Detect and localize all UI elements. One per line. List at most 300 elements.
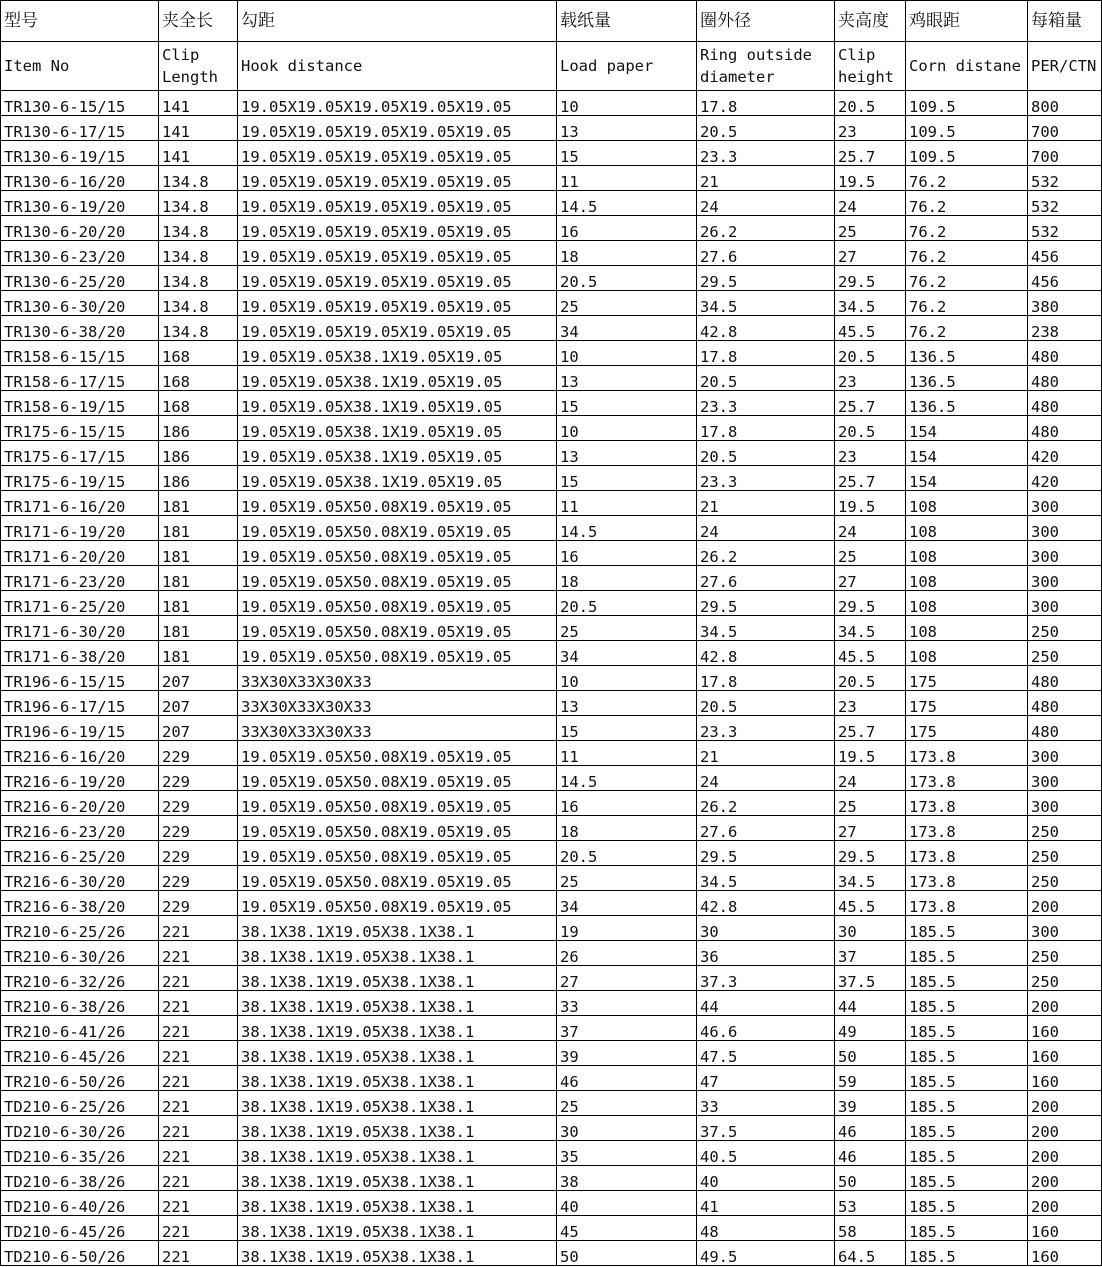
item-no-cell: TR130-6-30/20	[1, 291, 159, 316]
table-row	[1, 1066, 1102, 1091]
clip-length-cell: 221	[159, 941, 238, 966]
ring-diameter-cell: 20.5	[697, 691, 835, 716]
load-paper-cell: 16	[557, 216, 697, 241]
corn-distance-cell: 173.8	[906, 866, 1028, 891]
item-no-cell: TR171-6-38/20	[1, 641, 159, 666]
header-en-ring-diameter: Ring outside diameter	[697, 42, 835, 91]
corn-distance-cell: 109.5	[906, 141, 1028, 166]
load-paper-cell: 50	[557, 1241, 697, 1266]
load-paper-cell: 40	[557, 1191, 697, 1216]
per-ctn-cell: 480	[1028, 391, 1102, 416]
header-row-chinese	[1, 1, 1102, 42]
item-no-cell: TR171-6-23/20	[1, 566, 159, 591]
clip-height-cell: 23	[835, 691, 906, 716]
corn-distance-cell: 76.2	[906, 266, 1028, 291]
clip-height-cell: 46	[835, 1116, 906, 1141]
load-paper-cell: 15	[557, 466, 697, 491]
clip-height-cell: 23	[835, 366, 906, 391]
ring-diameter-cell: 36	[697, 941, 835, 966]
hook-distance-cell: 19.05X19.05X19.05X19.05X19.05	[238, 166, 557, 191]
clip-height-cell: 45.5	[835, 316, 906, 341]
load-paper-cell: 34	[557, 891, 697, 916]
corn-distance-cell: 185.5	[906, 966, 1028, 991]
table-row	[1, 166, 1102, 191]
clip-height-cell: 37.5	[835, 966, 906, 991]
table-row	[1, 241, 1102, 266]
header-en-clip-height: Clip height	[835, 42, 906, 91]
per-ctn-cell: 200	[1028, 1191, 1102, 1216]
table-row	[1, 891, 1102, 916]
load-paper-cell: 18	[557, 566, 697, 591]
clip-length-cell: 229	[159, 891, 238, 916]
clip-height-cell: 20.5	[835, 666, 906, 691]
item-no-cell: TR175-6-15/15	[1, 416, 159, 441]
item-no-cell: TR130-6-25/20	[1, 266, 159, 291]
table-row	[1, 566, 1102, 591]
load-paper-cell: 46	[557, 1066, 697, 1091]
clip-length-cell: 221	[159, 1166, 238, 1191]
clip-height-cell: 29.5	[835, 841, 906, 866]
table-row	[1, 991, 1102, 1016]
hook-distance-cell: 19.05X19.05X50.08X19.05X19.05	[238, 491, 557, 516]
table-row	[1, 316, 1102, 341]
table-row	[1, 541, 1102, 566]
ring-diameter-cell: 41	[697, 1191, 835, 1216]
clip-height-cell: 27	[835, 241, 906, 266]
clip-length-cell: 221	[159, 966, 238, 991]
table-row	[1, 191, 1102, 216]
load-paper-cell: 19	[557, 916, 697, 941]
ring-diameter-cell: 33	[697, 1091, 835, 1116]
clip-height-cell: 30	[835, 916, 906, 941]
ring-diameter-cell: 17.8	[697, 341, 835, 366]
corn-distance-cell: 175	[906, 666, 1028, 691]
header-en-item-no: Item No	[1, 42, 159, 91]
corn-distance-cell: 109.5	[906, 116, 1028, 141]
clip-height-cell: 29.5	[835, 266, 906, 291]
clip-height-cell: 50	[835, 1166, 906, 1191]
per-ctn-cell: 700	[1028, 141, 1102, 166]
per-ctn-cell: 800	[1028, 91, 1102, 116]
header-cn-hook-distance: 勾距	[238, 1, 557, 42]
table-row	[1, 141, 1102, 166]
per-ctn-cell: 300	[1028, 916, 1102, 941]
load-paper-cell: 26	[557, 941, 697, 966]
corn-distance-cell: 136.5	[906, 391, 1028, 416]
corn-distance-cell: 136.5	[906, 366, 1028, 391]
clip-length-cell: 229	[159, 841, 238, 866]
table-row	[1, 291, 1102, 316]
corn-distance-cell: 185.5	[906, 1041, 1028, 1066]
load-paper-cell: 37	[557, 1016, 697, 1041]
clip-height-cell: 20.5	[835, 416, 906, 441]
table-row	[1, 1016, 1102, 1041]
hook-distance-cell: 38.1X38.1X19.05X38.1X38.1	[238, 1191, 557, 1216]
header-en-load-paper: Load paper	[557, 42, 697, 91]
load-paper-cell: 15	[557, 716, 697, 741]
per-ctn-cell: 480	[1028, 691, 1102, 716]
ring-diameter-cell: 20.5	[697, 116, 835, 141]
per-ctn-cell: 160	[1028, 1216, 1102, 1241]
hook-distance-cell: 19.05X19.05X50.08X19.05X19.05	[238, 841, 557, 866]
ring-diameter-cell: 37.3	[697, 966, 835, 991]
item-no-cell: TR130-6-19/20	[1, 191, 159, 216]
corn-distance-cell: 185.5	[906, 1166, 1028, 1191]
ring-diameter-cell: 49.5	[697, 1241, 835, 1266]
corn-distance-cell: 175	[906, 716, 1028, 741]
corn-distance-cell: 185.5	[906, 916, 1028, 941]
table-row	[1, 1041, 1102, 1066]
clip-length-cell: 181	[159, 566, 238, 591]
corn-distance-cell: 154	[906, 466, 1028, 491]
clip-height-cell: 25.7	[835, 391, 906, 416]
table-row	[1, 691, 1102, 716]
per-ctn-cell: 250	[1028, 941, 1102, 966]
per-ctn-cell: 250	[1028, 966, 1102, 991]
hook-distance-cell: 19.05X19.05X50.08X19.05X19.05	[238, 866, 557, 891]
corn-distance-cell: 173.8	[906, 741, 1028, 766]
table-row	[1, 466, 1102, 491]
item-no-cell: TR130-6-20/20	[1, 216, 159, 241]
per-ctn-cell: 238	[1028, 316, 1102, 341]
per-ctn-cell: 420	[1028, 441, 1102, 466]
header-cn-load-paper: 载纸量	[557, 1, 697, 42]
load-paper-cell: 45	[557, 1216, 697, 1241]
clip-length-cell: 221	[159, 1016, 238, 1041]
load-paper-cell: 16	[557, 541, 697, 566]
per-ctn-cell: 300	[1028, 566, 1102, 591]
header-en-corn-distance: Corn distane	[906, 42, 1028, 91]
corn-distance-cell: 108	[906, 491, 1028, 516]
hook-distance-cell: 38.1X38.1X19.05X38.1X38.1	[238, 1141, 557, 1166]
hook-distance-cell: 19.05X19.05X19.05X19.05X19.05	[238, 266, 557, 291]
hook-distance-cell: 33X30X33X30X33	[238, 716, 557, 741]
load-paper-cell: 35	[557, 1141, 697, 1166]
per-ctn-cell: 300	[1028, 766, 1102, 791]
hook-distance-cell: 19.05X19.05X50.08X19.05X19.05	[238, 641, 557, 666]
hook-distance-cell: 19.05X19.05X50.08X19.05X19.05	[238, 616, 557, 641]
header-cn-per-ctn: 每箱量	[1028, 1, 1102, 42]
item-no-cell: TD210-6-35/26	[1, 1141, 159, 1166]
clip-height-cell: 24	[835, 766, 906, 791]
table-row	[1, 591, 1102, 616]
clip-length-cell: 141	[159, 91, 238, 116]
clip-length-cell: 186	[159, 466, 238, 491]
ring-diameter-cell: 24	[697, 516, 835, 541]
clip-height-cell: 34.5	[835, 616, 906, 641]
hook-distance-cell: 19.05X19.05X38.1X19.05X19.05	[238, 441, 557, 466]
hook-distance-cell: 38.1X38.1X19.05X38.1X38.1	[238, 941, 557, 966]
corn-distance-cell: 185.5	[906, 1116, 1028, 1141]
hook-distance-cell: 19.05X19.05X50.08X19.05X19.05	[238, 591, 557, 616]
load-paper-cell: 10	[557, 91, 697, 116]
load-paper-cell: 27	[557, 966, 697, 991]
clip-height-cell: 58	[835, 1216, 906, 1241]
hook-distance-cell: 38.1X38.1X19.05X38.1X38.1	[238, 1016, 557, 1041]
table-row	[1, 741, 1102, 766]
clip-length-cell: 221	[159, 991, 238, 1016]
hook-distance-cell: 19.05X19.05X50.08X19.05X19.05	[238, 766, 557, 791]
clip-length-cell: 141	[159, 141, 238, 166]
corn-distance-cell: 76.2	[906, 241, 1028, 266]
clip-length-cell: 221	[159, 1216, 238, 1241]
clip-length-cell: 134.8	[159, 191, 238, 216]
clip-length-cell: 134.8	[159, 291, 238, 316]
per-ctn-cell: 200	[1028, 991, 1102, 1016]
item-no-cell: TR216-6-20/20	[1, 791, 159, 816]
per-ctn-cell: 700	[1028, 116, 1102, 141]
per-ctn-cell: 160	[1028, 1241, 1102, 1266]
clip-length-cell: 141	[159, 116, 238, 141]
load-paper-cell: 25	[557, 866, 697, 891]
clip-height-cell: 46	[835, 1141, 906, 1166]
corn-distance-cell: 154	[906, 441, 1028, 466]
item-no-cell: TR130-6-19/15	[1, 141, 159, 166]
table-row	[1, 841, 1102, 866]
hook-distance-cell: 19.05X19.05X19.05X19.05X19.05	[238, 241, 557, 266]
per-ctn-cell: 456	[1028, 266, 1102, 291]
corn-distance-cell: 173.8	[906, 791, 1028, 816]
clip-height-cell: 25.7	[835, 141, 906, 166]
clip-length-cell: 229	[159, 791, 238, 816]
load-paper-cell: 18	[557, 816, 697, 841]
item-no-cell: TR196-6-15/15	[1, 666, 159, 691]
corn-distance-cell: 76.2	[906, 216, 1028, 241]
corn-distance-cell: 185.5	[906, 1191, 1028, 1216]
ring-diameter-cell: 29.5	[697, 591, 835, 616]
corn-distance-cell: 185.5	[906, 991, 1028, 1016]
clip-length-cell: 134.8	[159, 166, 238, 191]
load-paper-cell: 14.5	[557, 191, 697, 216]
hook-distance-cell: 19.05X19.05X50.08X19.05X19.05	[238, 516, 557, 541]
corn-distance-cell: 185.5	[906, 1016, 1028, 1041]
corn-distance-cell: 76.2	[906, 191, 1028, 216]
hook-distance-cell: 19.05X19.05X38.1X19.05X19.05	[238, 341, 557, 366]
corn-distance-cell: 173.8	[906, 841, 1028, 866]
hook-distance-cell: 38.1X38.1X19.05X38.1X38.1	[238, 1116, 557, 1141]
per-ctn-cell: 532	[1028, 216, 1102, 241]
per-ctn-cell: 300	[1028, 791, 1102, 816]
table-row	[1, 441, 1102, 466]
corn-distance-cell: 108	[906, 591, 1028, 616]
clip-length-cell: 221	[159, 1066, 238, 1091]
clip-height-cell: 37	[835, 941, 906, 966]
clip-length-cell: 134.8	[159, 266, 238, 291]
clip-height-cell: 34.5	[835, 866, 906, 891]
per-ctn-cell: 250	[1028, 816, 1102, 841]
load-paper-cell: 39	[557, 1041, 697, 1066]
clip-height-cell: 25	[835, 216, 906, 241]
load-paper-cell: 13	[557, 691, 697, 716]
hook-distance-cell: 19.05X19.05X38.1X19.05X19.05	[238, 366, 557, 391]
table-row	[1, 1166, 1102, 1191]
table-row	[1, 516, 1102, 541]
ring-diameter-cell: 42.8	[697, 316, 835, 341]
clip-length-cell: 221	[159, 1141, 238, 1166]
per-ctn-cell: 480	[1028, 341, 1102, 366]
ring-diameter-cell: 29.5	[697, 841, 835, 866]
load-paper-cell: 14.5	[557, 766, 697, 791]
per-ctn-cell: 300	[1028, 516, 1102, 541]
hook-distance-cell: 38.1X38.1X19.05X38.1X38.1	[238, 1216, 557, 1241]
clip-height-cell: 19.5	[835, 166, 906, 191]
corn-distance-cell: 76.2	[906, 291, 1028, 316]
item-no-cell: TD210-6-25/26	[1, 1091, 159, 1116]
header-cn-clip-length: 夹全长	[159, 1, 238, 42]
per-ctn-cell: 200	[1028, 891, 1102, 916]
table-row	[1, 216, 1102, 241]
header-en-hook-distance: Hook distance	[238, 42, 557, 91]
table-row	[1, 666, 1102, 691]
ring-diameter-cell: 24	[697, 191, 835, 216]
clip-height-cell: 39	[835, 1091, 906, 1116]
hook-distance-cell: 33X30X33X30X33	[238, 691, 557, 716]
load-paper-cell: 15	[557, 391, 697, 416]
ring-diameter-cell: 34.5	[697, 616, 835, 641]
clip-length-cell: 229	[159, 866, 238, 891]
item-no-cell: TD210-6-40/26	[1, 1191, 159, 1216]
clip-height-cell: 19.5	[835, 741, 906, 766]
corn-distance-cell: 109.5	[906, 91, 1028, 116]
item-no-cell: TR158-6-19/15	[1, 391, 159, 416]
hook-distance-cell: 19.05X19.05X50.08X19.05X19.05	[238, 566, 557, 591]
load-paper-cell: 20.5	[557, 841, 697, 866]
item-no-cell: TR130-6-15/15	[1, 91, 159, 116]
ring-diameter-cell: 30	[697, 916, 835, 941]
hook-distance-cell: 19.05X19.05X38.1X19.05X19.05	[238, 416, 557, 441]
table-row	[1, 716, 1102, 741]
hook-distance-cell: 19.05X19.05X19.05X19.05X19.05	[238, 316, 557, 341]
load-paper-cell: 18	[557, 241, 697, 266]
item-no-cell: TR171-6-16/20	[1, 491, 159, 516]
item-no-cell: TR210-6-32/26	[1, 966, 159, 991]
table-row	[1, 1141, 1102, 1166]
hook-distance-cell: 38.1X38.1X19.05X38.1X38.1	[238, 1041, 557, 1066]
table-row	[1, 366, 1102, 391]
ring-diameter-cell: 34.5	[697, 866, 835, 891]
item-no-cell: TR210-6-45/26	[1, 1041, 159, 1066]
clip-length-cell: 221	[159, 1091, 238, 1116]
ring-diameter-cell: 23.3	[697, 466, 835, 491]
clip-height-cell: 49	[835, 1016, 906, 1041]
clip-length-cell: 221	[159, 916, 238, 941]
corn-distance-cell: 154	[906, 416, 1028, 441]
per-ctn-cell: 480	[1028, 716, 1102, 741]
hook-distance-cell: 19.05X19.05X19.05X19.05X19.05	[238, 141, 557, 166]
clip-height-cell: 59	[835, 1066, 906, 1091]
table-row	[1, 266, 1102, 291]
ring-diameter-cell: 47	[697, 1066, 835, 1091]
per-ctn-cell: 480	[1028, 366, 1102, 391]
hook-distance-cell: 19.05X19.05X38.1X19.05X19.05	[238, 466, 557, 491]
clip-length-cell: 168	[159, 366, 238, 391]
ring-diameter-cell: 47.5	[697, 1041, 835, 1066]
corn-distance-cell: 185.5	[906, 1141, 1028, 1166]
per-ctn-cell: 300	[1028, 591, 1102, 616]
item-no-cell: TR196-6-17/15	[1, 691, 159, 716]
per-ctn-cell: 160	[1028, 1066, 1102, 1091]
item-no-cell: TR171-6-25/20	[1, 591, 159, 616]
load-paper-cell: 25	[557, 616, 697, 641]
clip-length-cell: 221	[159, 1191, 238, 1216]
table-row	[1, 491, 1102, 516]
clip-height-cell: 25.7	[835, 466, 906, 491]
per-ctn-cell: 200	[1028, 1091, 1102, 1116]
hook-distance-cell: 19.05X19.05X50.08X19.05X19.05	[238, 741, 557, 766]
ring-diameter-cell: 23.3	[697, 391, 835, 416]
ring-diameter-cell: 21	[697, 491, 835, 516]
table-row	[1, 641, 1102, 666]
corn-distance-cell: 173.8	[906, 766, 1028, 791]
clip-length-cell: 229	[159, 741, 238, 766]
ring-diameter-cell: 21	[697, 166, 835, 191]
per-ctn-cell: 456	[1028, 241, 1102, 266]
item-no-cell: TR175-6-17/15	[1, 441, 159, 466]
item-no-cell: TD210-6-50/26	[1, 1241, 159, 1266]
table-row	[1, 416, 1102, 441]
corn-distance-cell: 185.5	[906, 1091, 1028, 1116]
clip-height-cell: 25	[835, 541, 906, 566]
hook-distance-cell: 38.1X38.1X19.05X38.1X38.1	[238, 966, 557, 991]
item-no-cell: TR210-6-50/26	[1, 1066, 159, 1091]
clip-height-cell: 23	[835, 116, 906, 141]
clip-length-cell: 134.8	[159, 316, 238, 341]
clip-height-cell: 25.7	[835, 716, 906, 741]
item-no-cell: TR216-6-38/20	[1, 891, 159, 916]
clip-length-cell: 134.8	[159, 241, 238, 266]
load-paper-cell: 11	[557, 741, 697, 766]
corn-distance-cell: 136.5	[906, 341, 1028, 366]
clip-height-cell: 34.5	[835, 291, 906, 316]
load-paper-cell: 10	[557, 666, 697, 691]
header-cn-ring-diameter: 圈外径	[697, 1, 835, 42]
clip-length-cell: 181	[159, 491, 238, 516]
ring-diameter-cell: 17.8	[697, 91, 835, 116]
table-row	[1, 341, 1102, 366]
ring-diameter-cell: 17.8	[697, 416, 835, 441]
item-no-cell: TR158-6-17/15	[1, 366, 159, 391]
item-no-cell: TR216-6-23/20	[1, 816, 159, 841]
load-paper-cell: 13	[557, 366, 697, 391]
table-row	[1, 116, 1102, 141]
per-ctn-cell: 532	[1028, 166, 1102, 191]
clip-height-cell: 19.5	[835, 491, 906, 516]
hook-distance-cell: 19.05X19.05X19.05X19.05X19.05	[238, 291, 557, 316]
table-row	[1, 91, 1102, 116]
load-paper-cell: 33	[557, 991, 697, 1016]
item-no-cell: TR130-6-17/15	[1, 116, 159, 141]
clip-height-cell: 20.5	[835, 341, 906, 366]
corn-distance-cell: 175	[906, 691, 1028, 716]
item-no-cell: TR171-6-19/20	[1, 516, 159, 541]
table-row	[1, 1116, 1102, 1141]
header-cn-clip-height: 夹高度	[835, 1, 906, 42]
hook-distance-cell: 19.05X19.05X50.08X19.05X19.05	[238, 791, 557, 816]
item-no-cell: TR130-6-16/20	[1, 166, 159, 191]
clip-length-cell: 221	[159, 1041, 238, 1066]
clip-length-cell: 207	[159, 666, 238, 691]
load-paper-cell: 13	[557, 116, 697, 141]
table-row	[1, 1091, 1102, 1116]
clip-height-cell: 27	[835, 566, 906, 591]
per-ctn-cell: 200	[1028, 1166, 1102, 1191]
clip-length-cell: 181	[159, 591, 238, 616]
ring-diameter-cell: 23.3	[697, 141, 835, 166]
corn-distance-cell: 173.8	[906, 891, 1028, 916]
ring-diameter-cell: 48	[697, 1216, 835, 1241]
per-ctn-cell: 200	[1028, 1116, 1102, 1141]
table-row	[1, 916, 1102, 941]
